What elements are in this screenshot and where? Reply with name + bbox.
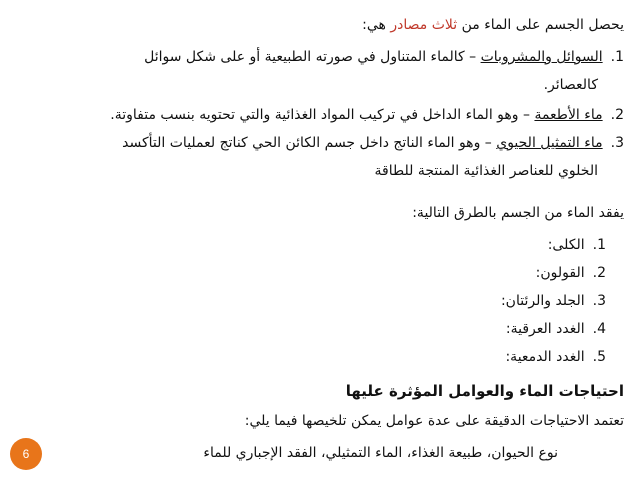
source-item-2 — [14, 104, 624, 126]
loss-intro: يفقد الماء من الجسم بالطرق التالية: — [412, 205, 624, 221]
loss-way-label: الكلى: — [547, 237, 585, 253]
intro-line — [14, 14, 624, 36]
loss-way-item — [14, 318, 606, 340]
source-text-continued: الخلوي للعناصر الغذائية المنتجة للطاقة — [374, 163, 598, 179]
loss-way-item — [14, 262, 606, 284]
needs-intro: تعتمد الاحتياجات الدقيقة على عدة عوامل يمكن تلخيصها فيما يلي: — [244, 413, 624, 429]
loss-way-item — [14, 290, 606, 312]
loss-way-number: 1. — [592, 237, 606, 253]
intro-highlight: ثلاث مصادر — [390, 17, 458, 33]
source-item-1-continuation — [14, 74, 598, 96]
page-number-badge: 6 — [10, 438, 42, 470]
source-text: – كالماء المتناول في صورته الطبيعية أو على شكل سوائل — [144, 49, 477, 65]
source-text: – وهو الماء الداخل في تركيب المواد الغذائية والتي تحتويه بنسب متفاوتة. — [110, 107, 530, 123]
intro-prefix: يحصل الجسم على الماء من — [457, 17, 624, 33]
source-term: ماء الأطعمة — [534, 107, 603, 123]
loss-way-item — [14, 234, 606, 256]
loss-way-number: 2. — [592, 265, 606, 281]
factors-list: نوع الحيوان، طبيعة الغذاء، الماء التمثيلي، الفقد الإجباري للماء — [203, 445, 558, 461]
loss-way-label: الغدد الدمعية: — [505, 349, 585, 365]
source-number: 2. — [610, 107, 624, 123]
source-item-3 — [14, 132, 624, 154]
source-term: ماء التمثيل الحيوي — [496, 135, 603, 151]
source-number: 3. — [610, 135, 624, 151]
source-number: 1. — [610, 49, 624, 65]
source-item-3-continuation — [14, 160, 598, 182]
section-title: احتياجات الماء والعوامل المؤثرة عليها — [345, 382, 624, 400]
loss-way-number: 4. — [592, 321, 606, 337]
intro-suffix: هي: — [362, 17, 391, 33]
loss-way-label: الجلد والرئتان: — [500, 293, 585, 309]
loss-way-item — [14, 346, 606, 368]
source-text: – وهو الماء الناتج داخل جسم الكائن الحي كناتج لعمليات التأكسد — [122, 135, 492, 151]
source-term: السوائل والمشروبات — [480, 49, 603, 65]
loss-way-label: الغدد العرقية: — [505, 321, 585, 337]
source-text-continued: كالعصائر. — [543, 77, 598, 93]
loss-way-number: 3. — [592, 293, 606, 309]
loss-way-number: 5. — [592, 349, 606, 365]
source-item-1 — [14, 46, 624, 68]
loss-way-label: القولون: — [535, 265, 585, 281]
